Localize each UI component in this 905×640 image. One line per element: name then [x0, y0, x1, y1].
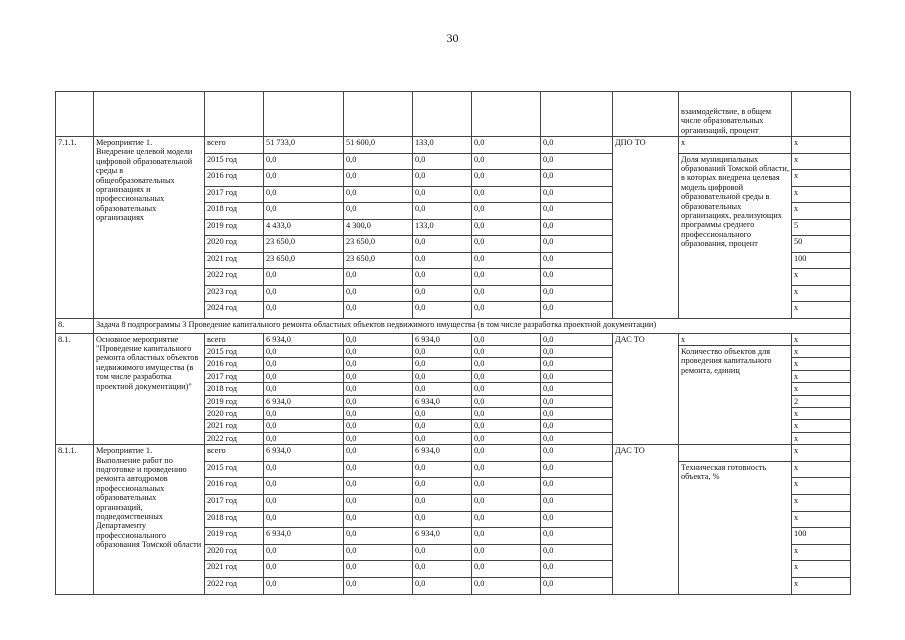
local-cell: 0,0: [472, 432, 541, 444]
year-cell: 2018 год: [205, 203, 264, 220]
total-cell: 51 733,0: [264, 137, 344, 154]
year-cell: 2024 год: [205, 302, 264, 319]
federal-cell: 0,0: [344, 170, 413, 187]
year-cell: 2020 год: [205, 407, 264, 419]
regional-cell: 0,0: [413, 285, 472, 302]
federal-cell: 0,0: [344, 561, 413, 578]
table-cell: [205, 92, 264, 137]
indicator-value: х: [792, 153, 851, 170]
indicator-continued: взаимодействие, в общем числе образовательных организаций, процент: [679, 92, 792, 137]
extrabudget-cell: 0,0: [541, 153, 613, 170]
regional-cell: 0,0: [413, 383, 472, 395]
total-cell: 0,0: [264, 285, 344, 302]
total-cell: 6 934,0: [264, 528, 344, 545]
regional-cell: 0,0: [413, 302, 472, 319]
indicator-value: х: [792, 407, 851, 419]
local-cell: 0,0: [472, 544, 541, 561]
year-cell: 2015 год: [205, 461, 264, 478]
table-cell: [613, 92, 679, 137]
regional-cell: 0,0: [413, 236, 472, 253]
local-cell: 0,0: [472, 420, 541, 432]
year-cell: 2019 год: [205, 528, 264, 545]
table-cell: [264, 92, 344, 137]
extrabudget-cell: 0,0: [541, 395, 613, 407]
regional-cell: 0,0: [413, 432, 472, 444]
extrabudget-cell: 0,0: [541, 511, 613, 528]
total-cell: 0,0: [264, 269, 344, 286]
local-cell: 0,0: [472, 407, 541, 419]
federal-cell: 23 650,0: [344, 252, 413, 269]
year-cell: 2022 год: [205, 577, 264, 594]
regional-cell: 133,0: [413, 219, 472, 236]
year-cell: 2021 год: [205, 561, 264, 578]
regional-cell: 0,0: [413, 561, 472, 578]
total-cell: 0,0: [264, 370, 344, 382]
local-cell: 0,0: [472, 269, 541, 286]
local-cell: 0,0: [472, 561, 541, 578]
item-number: 8.1.1.: [56, 445, 94, 594]
local-cell: 0,0: [472, 345, 541, 357]
regional-cell: 6 934,0: [413, 445, 472, 462]
local-cell: 0,0: [472, 494, 541, 511]
extrabudget-cell: 0,0: [541, 445, 613, 462]
indicator-value: х: [792, 186, 851, 203]
indicator-value: х: [792, 333, 851, 345]
total-cell: 0,0: [264, 478, 344, 495]
item-number: 7.1.1.: [56, 137, 94, 319]
regional-cell: 0,0: [413, 153, 472, 170]
federal-cell: 0,0: [344, 420, 413, 432]
local-cell: 0,0: [472, 236, 541, 253]
federal-cell: 0,0: [344, 370, 413, 382]
local-cell: 0,0: [472, 383, 541, 395]
extrabudget-cell: 0,0: [541, 358, 613, 370]
regional-cell: 0,0: [413, 407, 472, 419]
federal-cell: 0,0: [344, 577, 413, 594]
year-cell: 2021 год: [205, 420, 264, 432]
regional-cell: 6 934,0: [413, 333, 472, 345]
regional-cell: 0,0: [413, 252, 472, 269]
extrabudget-cell: 0,0: [541, 494, 613, 511]
extrabudget-cell: 0,0: [541, 461, 613, 478]
indicator-value: х: [792, 478, 851, 495]
federal-cell: 0,0: [344, 395, 413, 407]
local-cell: 0,0: [472, 478, 541, 495]
extrabudget-cell: 0,0: [541, 137, 613, 154]
federal-cell: 51 600,0: [344, 137, 413, 154]
local-cell: 0,0: [472, 137, 541, 154]
indicator-value: х: [792, 461, 851, 478]
indicator-value: х: [792, 269, 851, 286]
local-cell: 0,0: [472, 302, 541, 319]
total-cell: 0,0: [264, 511, 344, 528]
year-cell: 2020 год: [205, 236, 264, 253]
total-cell: 0,0: [264, 203, 344, 220]
total-cell: 0,0: [264, 383, 344, 395]
year-cell: 2017 год: [205, 370, 264, 382]
extrabudget-cell: 0,0: [541, 285, 613, 302]
indicator-value: х: [792, 561, 851, 578]
total-cell: 6 934,0: [264, 395, 344, 407]
local-cell: 0,0: [472, 153, 541, 170]
regional-cell: 133,0: [413, 137, 472, 154]
total-cell: 0,0: [264, 561, 344, 578]
regional-cell: 6 934,0: [413, 395, 472, 407]
table-cell: [472, 92, 541, 137]
federal-cell: 0,0: [344, 544, 413, 561]
federal-cell: 0,0: [344, 432, 413, 444]
regional-cell: 0,0: [413, 511, 472, 528]
federal-cell: 0,0: [344, 461, 413, 478]
regional-cell: 0,0: [413, 358, 472, 370]
year-cell: 2015 год: [205, 153, 264, 170]
indicator-value: х: [792, 383, 851, 395]
local-cell: 0,0: [472, 219, 541, 236]
total-cell: 0,0: [264, 420, 344, 432]
regional-cell: 0,0: [413, 170, 472, 187]
total-cell: 6 934,0: [264, 333, 344, 345]
federal-cell: 0,0: [344, 528, 413, 545]
indicator-value: 5: [792, 219, 851, 236]
federal-cell: 0,0: [344, 285, 413, 302]
extrabudget-cell: 0,0: [541, 383, 613, 395]
extrabudget-cell: 0,0: [541, 544, 613, 561]
extrabudget-cell: 0,0: [541, 407, 613, 419]
task-title: Задача 8 подпрограммы 3 Проведение капитального ремонта областных объектов недвижимого имущества (в том числе разработка проектной документации): [94, 318, 851, 333]
year-cell: 2017 год: [205, 186, 264, 203]
extrabudget-cell: 0,0: [541, 186, 613, 203]
regional-cell: 0,0: [413, 544, 472, 561]
year-cell: 2018 год: [205, 383, 264, 395]
table-cell: [792, 92, 851, 137]
table-cell: [344, 92, 413, 137]
year-cell: 2016 год: [205, 358, 264, 370]
federal-cell: 0,0: [344, 203, 413, 220]
total-cell: 6 934,0: [264, 445, 344, 462]
total-cell: 23 650,0: [264, 236, 344, 253]
indicator-value: х: [792, 137, 851, 154]
extrabudget-cell: 0,0: [541, 333, 613, 345]
executor-cell: ДАС ТО: [613, 333, 679, 445]
executor-cell: ДАС ТО: [613, 445, 679, 594]
extrabudget-cell: 0,0: [541, 302, 613, 319]
extrabudget-cell: 0,0: [541, 236, 613, 253]
regional-cell: 0,0: [413, 269, 472, 286]
year-cell: 2015 год: [205, 345, 264, 357]
local-cell: 0,0: [472, 577, 541, 594]
local-cell: 0,0: [472, 461, 541, 478]
federal-cell: 0,0: [344, 511, 413, 528]
item-name: Мероприятие 1. Выполнение работ по подготовке и проведению ремонта автодромов профессиональных образовательных организаций, подведомственных Департаменту профессионального образования Томской области: [94, 445, 205, 594]
indicator-value: 100: [792, 528, 851, 545]
program-table-body: [56, 92, 851, 595]
indicator-value: х: [792, 285, 851, 302]
indicator-value: х: [792, 203, 851, 220]
regional-cell: 0,0: [413, 577, 472, 594]
regional-cell: 0,0: [413, 461, 472, 478]
total-cell: 0,0: [264, 302, 344, 319]
indicator-value: х: [792, 358, 851, 370]
indicator-value: х: [792, 370, 851, 382]
task-row: [56, 318, 851, 333]
federal-cell: 0,0: [344, 269, 413, 286]
federal-cell: 0,0: [344, 478, 413, 495]
total-cell: 0,0: [264, 577, 344, 594]
indicator-value: х: [792, 494, 851, 511]
total-cell: 0,0: [264, 345, 344, 357]
year-cell: 2021 год: [205, 252, 264, 269]
extrabudget-cell: 0,0: [541, 170, 613, 187]
federal-cell: 0,0: [344, 333, 413, 345]
executor-cell: ДПО ТО: [613, 137, 679, 319]
indicator-value: х: [792, 302, 851, 319]
federal-cell: 23 650,0: [344, 236, 413, 253]
year-cell: 2018 год: [205, 511, 264, 528]
indicator-value: х: [792, 544, 851, 561]
program-table: [55, 91, 851, 595]
table-cell: [413, 92, 472, 137]
table-row: [56, 92, 851, 137]
extrabudget-cell: 0,0: [541, 561, 613, 578]
total-cell: 0,0: [264, 407, 344, 419]
table-cell: [541, 92, 613, 137]
year-cell: всего: [205, 445, 264, 462]
local-cell: 0,0: [472, 170, 541, 187]
table-cell: [94, 92, 205, 137]
federal-cell: 0,0: [344, 445, 413, 462]
year-cell: 2022 год: [205, 432, 264, 444]
year-cell: 2016 год: [205, 170, 264, 187]
extrabudget-cell: 0,0: [541, 420, 613, 432]
table-cell: [56, 92, 94, 137]
federal-cell: 0,0: [344, 407, 413, 419]
local-cell: 0,0: [472, 370, 541, 382]
total-cell: 0,0: [264, 544, 344, 561]
year-cell: 2023 год: [205, 285, 264, 302]
federal-cell: 0,0: [344, 302, 413, 319]
indicator-value: х: [792, 445, 851, 462]
year-cell: 2017 год: [205, 494, 264, 511]
regional-cell: 0,0: [413, 203, 472, 220]
year-cell: 2022 год: [205, 269, 264, 286]
year-cell: 2020 год: [205, 544, 264, 561]
extrabudget-cell: 0,0: [541, 219, 613, 236]
page-number: 30: [446, 31, 459, 45]
extrabudget-cell: 0,0: [541, 203, 613, 220]
indicator-target-cell: х: [679, 333, 792, 345]
local-cell: 0,0: [472, 395, 541, 407]
local-cell: 0,0: [472, 445, 541, 462]
table-row: [56, 137, 851, 154]
indicator-value: х: [792, 345, 851, 357]
extrabudget-cell: 0,0: [541, 370, 613, 382]
local-cell: 0,0: [472, 203, 541, 220]
item-number: 8.1.: [56, 333, 94, 445]
total-cell: 0,0: [264, 494, 344, 511]
federal-cell: 0,0: [344, 358, 413, 370]
local-cell: 0,0: [472, 285, 541, 302]
total-cell: 0,0: [264, 170, 344, 187]
year-cell: всего: [205, 333, 264, 345]
task-number: 8.: [56, 318, 94, 333]
regional-cell: 0,0: [413, 345, 472, 357]
local-cell: 0,0: [472, 252, 541, 269]
regional-cell: 0,0: [413, 494, 472, 511]
extrabudget-cell: 0,0: [541, 577, 613, 594]
year-cell: 2016 год: [205, 478, 264, 495]
indicator-value: 2: [792, 395, 851, 407]
indicator-value: х: [792, 511, 851, 528]
item-name: Основное мероприятие "Проведение капитального ремонта областных объектов недвижимого имущества (в том числе разработка проектной документации)": [94, 333, 205, 445]
table-row: [56, 333, 851, 345]
indicator-value: х: [792, 432, 851, 444]
local-cell: 0,0: [472, 358, 541, 370]
federal-cell: 0,0: [344, 345, 413, 357]
regional-cell: 0,0: [413, 370, 472, 382]
indicator-name: Техническая готовность объекта, %: [679, 461, 792, 594]
extrabudget-cell: 0,0: [541, 528, 613, 545]
table-row: [56, 445, 851, 462]
total-cell: 0,0: [264, 153, 344, 170]
regional-cell: 0,0: [413, 478, 472, 495]
indicator-name: Количество объектов для проведения капитального ремонта, единиц: [679, 345, 792, 444]
local-cell: 0,0: [472, 511, 541, 528]
federal-cell: 0,0: [344, 186, 413, 203]
year-cell: всего: [205, 137, 264, 154]
indicator-value: х: [792, 170, 851, 187]
extrabudget-cell: 0,0: [541, 345, 613, 357]
year-cell: 2019 год: [205, 395, 264, 407]
indicator-value: 50: [792, 236, 851, 253]
indicator-name: Доля муниципальных образований Томской области, в которых внедрена целевая модель цифровой образовательной среды в образовательных организациях, реализующих программы среднего профессионального образования, процент: [679, 153, 792, 318]
indicator-value: х: [792, 420, 851, 432]
extrabudget-cell: 0,0: [541, 432, 613, 444]
regional-cell: 0,0: [413, 420, 472, 432]
total-cell: 0,0: [264, 432, 344, 444]
indicator-value: х: [792, 577, 851, 594]
indicator-value: 100: [792, 252, 851, 269]
indicator-target-cell: х: [679, 137, 792, 154]
total-cell: 0,0: [264, 186, 344, 203]
federal-cell: 0,0: [344, 494, 413, 511]
extrabudget-cell: 0,0: [541, 478, 613, 495]
total-cell: 23 650,0: [264, 252, 344, 269]
extrabudget-cell: 0,0: [541, 269, 613, 286]
regional-cell: 6 934,0: [413, 528, 472, 545]
total-cell: 0,0: [264, 461, 344, 478]
local-cell: 0,0: [472, 186, 541, 203]
regional-cell: 0,0: [413, 186, 472, 203]
indicator-target-cell: [679, 445, 792, 462]
item-name: Мероприятие 1. Внедрение целевой модели цифровой образовательной среды в общеобразовательных организациях и профессиональных образовательных организациях: [94, 137, 205, 319]
total-cell: 0,0: [264, 358, 344, 370]
local-cell: 0,0: [472, 333, 541, 345]
total-cell: 4 433,0: [264, 219, 344, 236]
federal-cell: 4 300,0: [344, 219, 413, 236]
year-cell: 2019 год: [205, 219, 264, 236]
local-cell: 0,0: [472, 528, 541, 545]
extrabudget-cell: 0,0: [541, 252, 613, 269]
federal-cell: 0,0: [344, 383, 413, 395]
federal-cell: 0,0: [344, 153, 413, 170]
